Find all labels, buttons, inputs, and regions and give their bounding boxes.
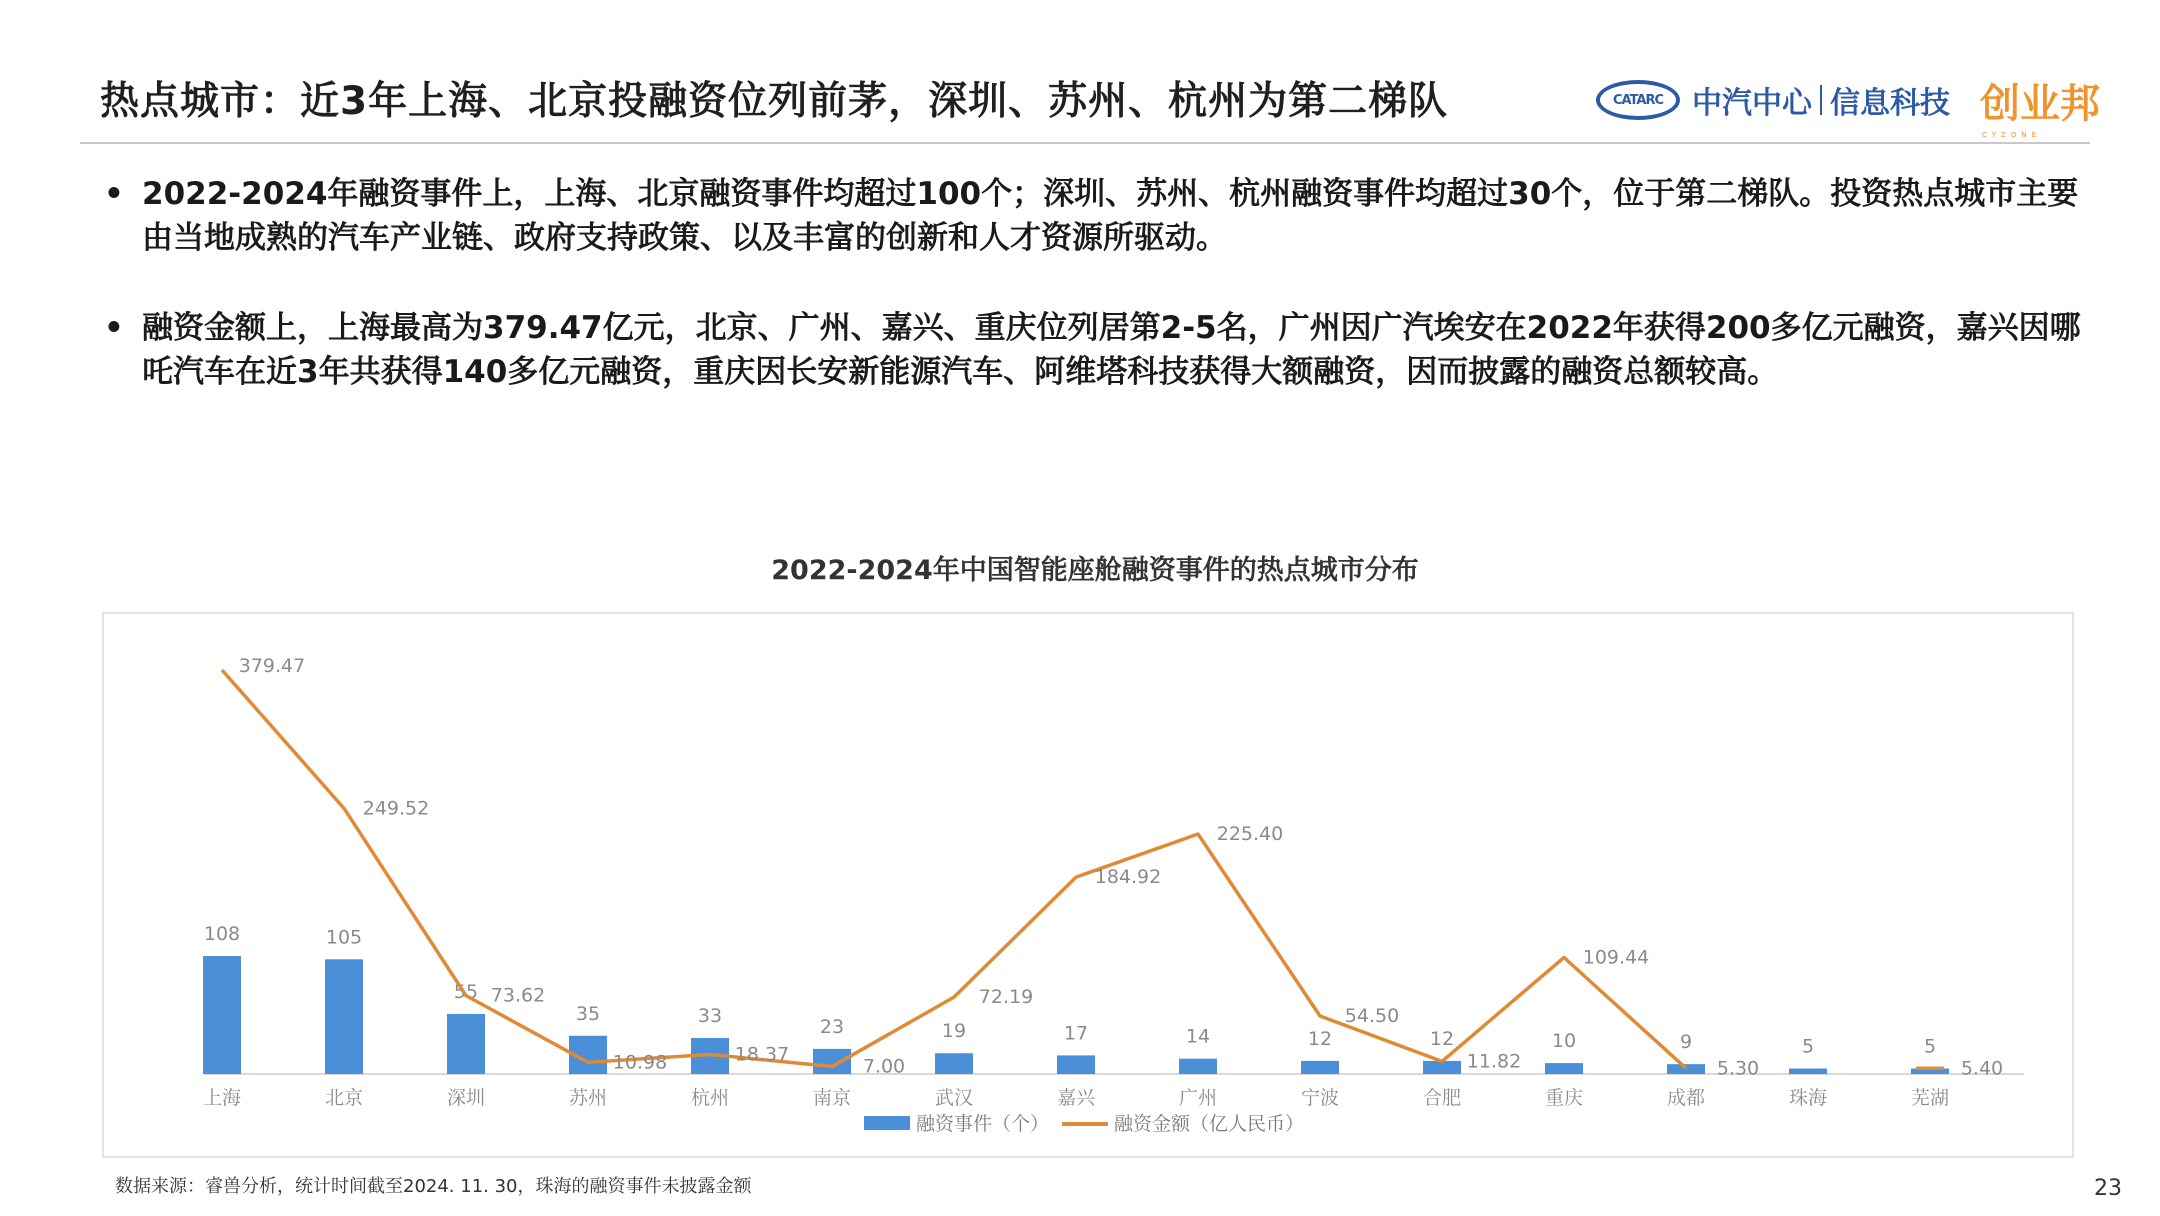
data-source-footnote: 数据来源：睿兽分析，统计时间截至2024. 11. 30，珠海的融资事件未披露金额 <box>115 1176 752 1197</box>
bar <box>1667 1064 1705 1074</box>
chart-frame <box>102 612 2074 1158</box>
x-tick-label: 北京 <box>324 1087 364 1109</box>
x-tick-label: 合肥 <box>1422 1087 1462 1109</box>
bar-value-label: 17 <box>1063 1022 1089 1045</box>
bullet-list <box>100 172 2090 394</box>
bullet-text: 2022-2024年融资事件上，上海、北京融资事件均超过100个；深圳、苏州、杭州融资事件均超过30个，位于第二梯队。投资热点城市主要由当地成熟的汽车产业链、政府支持政策、以及丰富的创新和人才资源所驱动。 <box>142 176 2079 256</box>
bar-value-label: 9 <box>1679 1031 1693 1054</box>
logo-text-info: 信息科技 <box>1830 86 1950 121</box>
chart-title: 2022-2024年中国智能座舱融资事件的热点城市分布 <box>771 555 1419 586</box>
line-value-label: 5.40 <box>1960 1057 2004 1080</box>
bar-value-label: 19 <box>941 1020 967 1043</box>
bar-value-label: 5 <box>1801 1035 1815 1058</box>
x-tick-label: 杭州 <box>690 1087 730 1109</box>
x-tick-label: 南京 <box>812 1087 852 1109</box>
legend-label-bars: 融资事件（个） <box>916 1113 1050 1135</box>
bar <box>813 1049 851 1074</box>
bar-value-label: 105 <box>325 926 363 949</box>
line-value-label: 7.00 <box>862 1055 906 1078</box>
bar <box>935 1053 973 1074</box>
chart-svg <box>104 614 2076 1160</box>
bar <box>325 959 363 1074</box>
x-tick-label: 苏州 <box>568 1087 608 1109</box>
amount-line <box>222 670 1686 1068</box>
x-tick-label: 芜湖 <box>1910 1087 1950 1109</box>
bar <box>1179 1059 1217 1074</box>
line-value-label: 18.37 <box>734 1043 790 1066</box>
legend-label-line: 融资金额（亿人民币） <box>1114 1113 1305 1135</box>
catarc-logo: CATARC <box>1596 80 1680 120</box>
x-tick-label: 嘉兴 <box>1056 1087 1096 1109</box>
line-value-label: 72.19 <box>978 986 1034 1009</box>
bar-value-label: 5 <box>1923 1035 1937 1058</box>
bar <box>203 956 241 1074</box>
x-tick-label: 武汉 <box>934 1087 974 1109</box>
bar-value-label: 12 <box>1429 1027 1455 1050</box>
line-value-label: 73.62 <box>490 984 546 1007</box>
bar <box>1789 1069 1827 1074</box>
page-title: 热点城市：近3年上海、北京投融资位列前茅，深圳、苏州、杭州为第二梯队 <box>100 79 1449 124</box>
bullet-text: 融资金额上，上海最高为379.47亿元，北京、广州、嘉兴、重庆位列居第2-5名，广州因广汽埃安在2022年获得200多亿元融资，嘉兴因哪吒汽车在近3年共获得140多亿元融资，重庆因长安新能源汽车、阿维塔科技获得大额融资，因而披露的融资总额较高。 <box>142 310 2081 390</box>
bullet-marker: • <box>104 176 124 212</box>
bar-value-label: 14 <box>1185 1025 1211 1048</box>
bullet-item <box>100 172 2090 260</box>
cyzone-logo-sub: CYZONE <box>1982 130 2042 139</box>
line-value-label: 184.92 <box>1094 866 1162 889</box>
bullet-item <box>100 306 2090 394</box>
logo-area <box>1596 70 2100 139</box>
logo-text-catarc: 中汽中心 <box>1692 86 1812 121</box>
line-value-label: 379.47 <box>238 655 306 677</box>
line-value-label: 10.98 <box>612 1051 668 1074</box>
line-value-label: 5.30 <box>1716 1057 1760 1080</box>
logo-separator <box>1820 85 1822 115</box>
line-value-label: 54.50 <box>1344 1004 1400 1027</box>
x-tick-label: 重庆 <box>1544 1087 1584 1109</box>
bullet-marker: • <box>104 310 124 346</box>
line-value-label: 249.52 <box>362 797 430 820</box>
line-value-label: 11.82 <box>1466 1050 1522 1073</box>
line-value-label: 225.40 <box>1216 823 1284 846</box>
bar <box>447 1014 485 1074</box>
x-tick-label: 上海 <box>202 1087 242 1109</box>
bar-value-label: 55 <box>453 980 479 1003</box>
x-tick-label: 深圳 <box>446 1087 486 1109</box>
bar-value-label: 10 <box>1551 1030 1577 1053</box>
cyzone-logo-text: 创业邦 <box>1980 80 2100 127</box>
legend-swatch-bars <box>864 1116 910 1130</box>
header-divider <box>80 142 2090 144</box>
bar-value-label: 33 <box>697 1004 723 1027</box>
bar-value-label: 12 <box>1307 1027 1333 1050</box>
bar-value-label: 108 <box>203 923 241 945</box>
cyzone-logo <box>1980 72 2100 139</box>
bar-value-label: 23 <box>819 1015 845 1038</box>
page-number: 23 <box>2094 1176 2122 1201</box>
line-value-label: 109.44 <box>1582 946 1650 969</box>
x-tick-label: 宁波 <box>1300 1087 1340 1109</box>
x-tick-label: 广州 <box>1178 1087 1218 1109</box>
x-tick-label: 珠海 <box>1788 1087 1828 1109</box>
x-tick-label: 成都 <box>1666 1087 1706 1109</box>
bar <box>1545 1063 1583 1074</box>
bar <box>1301 1061 1339 1074</box>
bar <box>1057 1055 1095 1074</box>
bar-value-label: 35 <box>575 1002 601 1025</box>
